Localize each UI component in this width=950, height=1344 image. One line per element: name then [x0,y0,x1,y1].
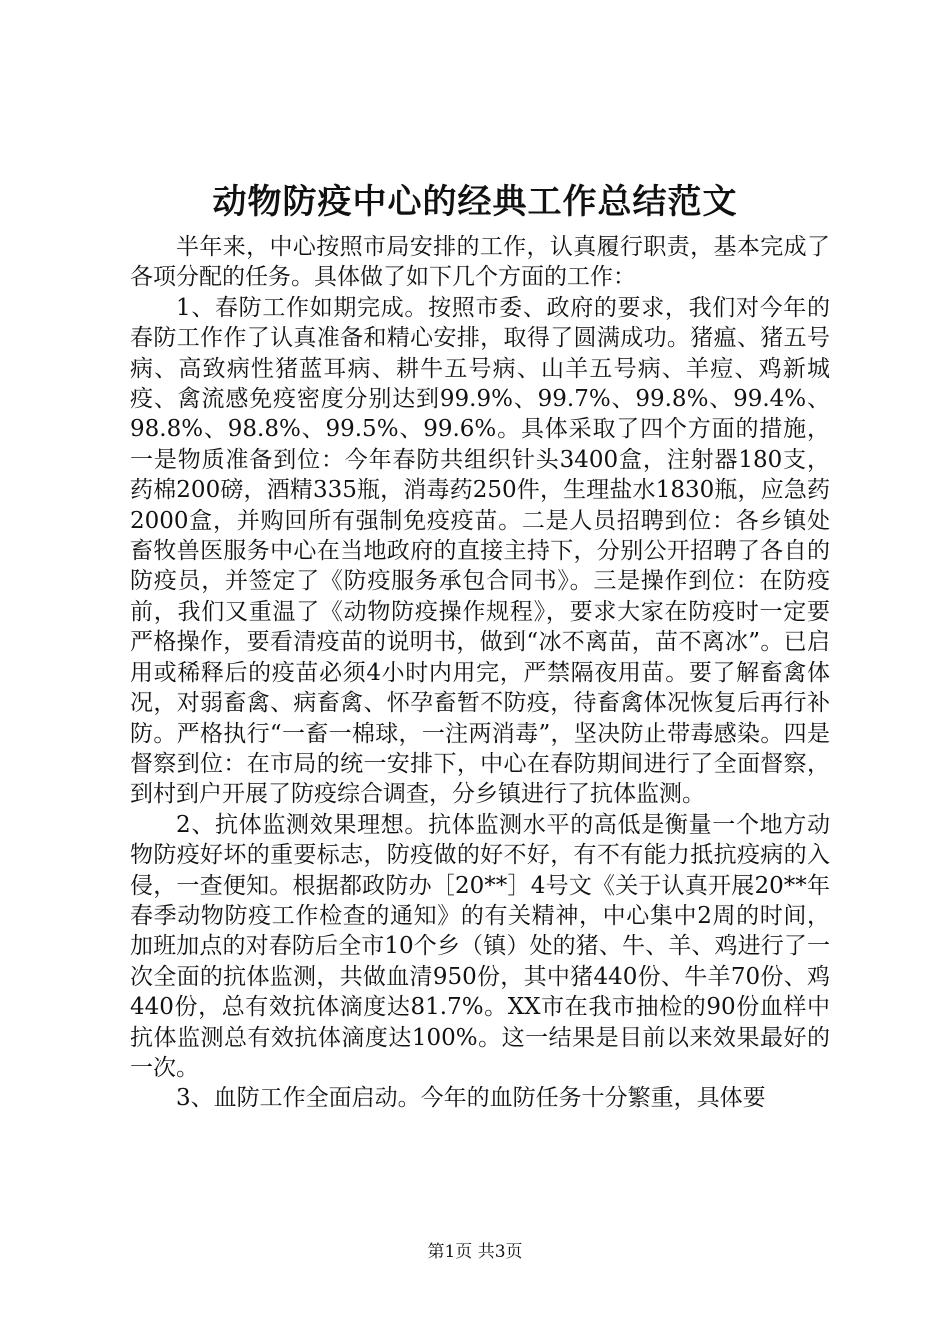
paragraph-schistosomiasis: 3、血防工作全面启动。今年的血防任务十分繁重，具体要 [176,1085,766,1112]
paragraph-spring-prevention: 1、春防工作如期完成。按照市委、政府的要求，我们对今年的春防工作作了认真准备和精心安排，取得了圆满成功。猪瘟、猪五号病、高致病性猪蓝耳病、耕牛五号病、山羊五号病、羊痘、鸡新城疫、禽流感免疫密度分别达到99.9%、99.7%、99.8%、99.4%、98.8%、98.8%、99.5%、99.6%。具体采取了四个方面的措施，一是物质准备到位：今年春防共组织针头3400盒，注射器180支，药棉200磅，酒精335瓶，消毒药250件，生理盐水1830瓶，应急药2000盒，并购回所有强制免疫疫苗。二是人员招聘到位：各乡镇处畜牧兽医服务中心在当地政府的直接主持下，分别公开招聘了各自的防疫员，并签定了《防疫服务承包合同书》。三是操作到位：在防疫前，我们又重温了《动物防疫操作规程》，要求大家在防疫时一定要严格操作，要看清疫苗的说明书，做到“冰不离苗，苗不离冰”。已启用或稀释后的疫苗必须4小时内用完，严禁隔夜用苗。要了解畜禽体况，对弱畜禽、病畜禽、怀孕畜暂不防疫，待畜禽体况恢复后再行补防。严格执行“一畜一棉球，一注两消毒”，坚决防止带毒感染。四是督察到位：在市局的统一安排下，中心在春防期间进行了全面督察，到村到户开展了防疫综合调查，分乡镇进行了抗体监测。 [130,294,830,808]
paragraph-intro: 半年来，中心按照市局安排的工作，认真履行职责，基本完成了各项分配的任务。具体做了如下几个方面的工作： [130,234,830,291]
document-title: 动物防疫中心的经典工作总结范文 [212,182,738,222]
document-body [130,232,830,1114]
paragraph-antibody-monitoring: 2、抗体监测效果理想。抗体监测水平的高低是衡量一个地方动物防疫好坏的重要标志，防疫做的好不好，有不有能力抵抗疫病的入侵，一查便知。根据都政防办［20**］4号文《关于认真开展20**年春季动物防疫工作检查的通知》的有关精神，中心集中2周的时间，加班加点的对春防后全市10个乡（镇）处的猪、牛、羊、鸡进行了一次全面的抗体监测，共做血清950份，其中猪440份、牛羊70份、鸡440份，总有效抗体滴度达81.7%。XX市在我市抽检的90份血样中抗体监测总有效抗体滴度达100%。这一结果是目前以来效果最好的一次。 [130,811,830,1081]
page-footer: 第1页 共3页 [427,1242,523,1262]
